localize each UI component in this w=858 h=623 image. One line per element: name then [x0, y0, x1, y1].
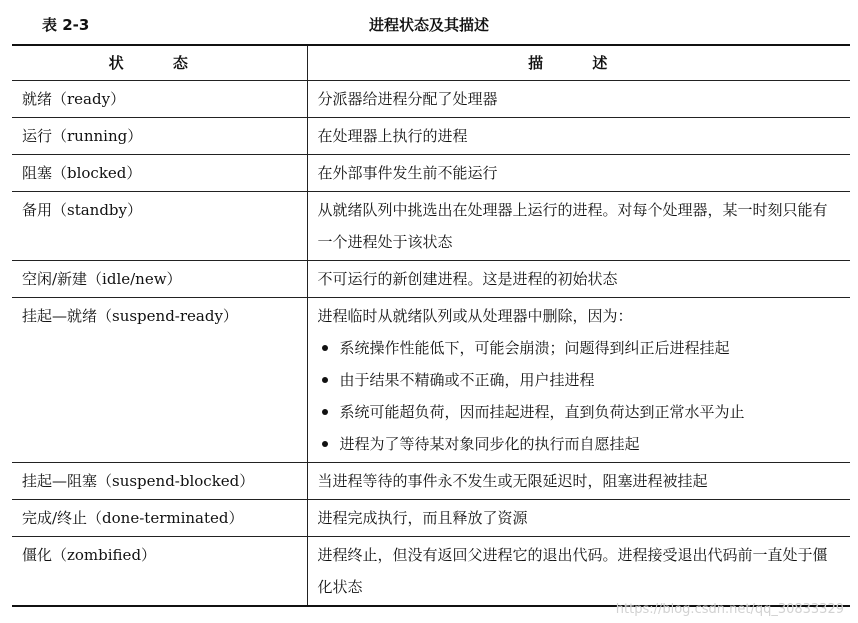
table-caption [0, 14, 858, 38]
description-cell: 在外部事件发生前不能运行 [307, 155, 850, 192]
description-cell: 不可运行的新创建进程。这是进程的初始状态 [307, 261, 850, 298]
description-cell: 当进程等待的事件永不发生或无限延迟时，阻塞进程被挂起 [307, 463, 850, 500]
state-cell: 备用（standby） [12, 192, 307, 261]
list-item: 由于结果不精确或不正确，用户挂进程 [318, 364, 843, 396]
table-row [12, 261, 850, 298]
table-row [12, 155, 850, 192]
reason-list [318, 332, 843, 460]
state-cell: 就绪（ready） [12, 81, 307, 118]
state-cell: 阻塞（blocked） [12, 155, 307, 192]
state-cell: 空闲/新建（idle/new） [12, 261, 307, 298]
state-cell: 完成/终止（done-terminated） [12, 500, 307, 537]
table-row [12, 298, 850, 463]
list-item: 进程为了等待某对象同步化的执行而自愿挂起 [318, 428, 843, 460]
description-cell: 在处理器上执行的进程 [307, 118, 850, 155]
state-cell: 运行（running） [12, 118, 307, 155]
table-row [12, 192, 850, 261]
description-cell: 从就绪队列中挑选出在处理器上运行的进程。对每个处理器，某一时刻只能有一个进程处于该状态 [307, 192, 850, 261]
table-number: 表 2-3 [42, 16, 90, 34]
description-cell: 进程终止，但没有返回父进程它的退出代码。进程接受退出代码前一直处于僵化状态 [307, 537, 850, 607]
table-header-row [12, 45, 850, 81]
list-item: 系统可能超负荷，因而挂起进程，直到负荷达到正常水平为止 [318, 396, 843, 428]
process-states-table [12, 44, 850, 607]
table-row [12, 537, 850, 607]
description-cell: 分派器给进程分配了处理器 [307, 81, 850, 118]
table-row [12, 118, 850, 155]
table-row [12, 81, 850, 118]
state-cell: 僵化（zombified） [12, 537, 307, 607]
state-cell: 挂起—就绪（suspend-ready） [12, 298, 307, 463]
table-row [12, 463, 850, 500]
table-row [12, 500, 850, 537]
header-description: 描 述 [307, 45, 850, 81]
list-item: 系统操作性能低下，可能会崩溃；问题得到纠正后进程挂起 [318, 332, 843, 364]
table-title: 进程状态及其描述 [368, 16, 489, 34]
watermark: https://blog.csdn.net/qq_30833329 [615, 602, 844, 617]
description-cell: 进程完成执行，而且释放了资源 [307, 500, 850, 537]
description-cell [307, 298, 850, 463]
description-intro: 进程临时从就绪队列或从处理器中删除，因为： [317, 307, 633, 325]
header-state: 状 态 [12, 45, 307, 81]
state-cell: 挂起—阻塞（suspend-blocked） [12, 463, 307, 500]
